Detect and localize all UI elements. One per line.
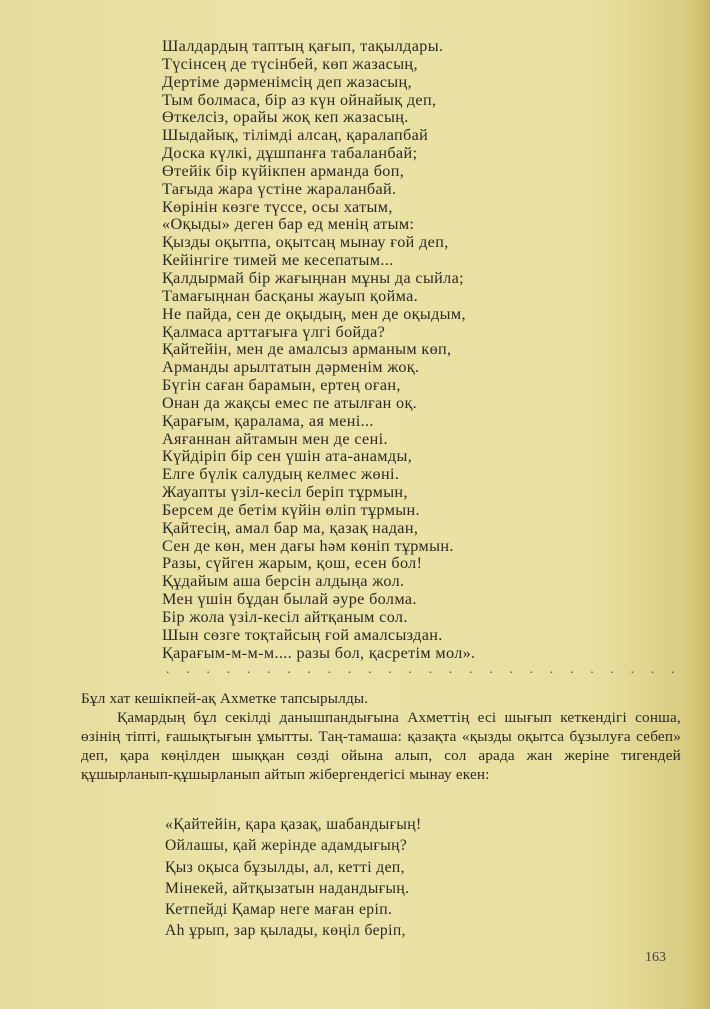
poem-line: Доска күлкі, дұшпанға табаланбай;	[162, 144, 418, 163]
poem-line: Қарағым-м-м-м.... разы бол, қасретім мол».	[162, 643, 476, 662]
poem-line: Қарағым, қаралама, ая мені...	[162, 411, 374, 430]
poem-line: Ойлашы, қай жерінде адамдығың?	[165, 837, 408, 855]
poem-line: Өтейік бір күйікпен арманда боп,	[162, 161, 405, 180]
poem-line: Күйдіріп бір сен үшін ата-анамды,	[162, 447, 413, 466]
poem-line: Қалдырмай бір жағыңнан мұны да сыйла;	[162, 268, 464, 287]
poem-line: Арманды арылтатын дәрменім жоқ.	[162, 358, 420, 377]
poem-line: Аяғаннан айтамын мен де сені.	[162, 429, 388, 448]
poem-ahmet	[165, 814, 422, 942]
poem-line: Не пайда, сен де оқыдың, мен де оқыдым,	[162, 304, 466, 323]
poem-line: Құдайым аша берсін алдыңа жол.	[162, 572, 405, 591]
prose-text	[81, 689, 681, 784]
poem-line: Қызды оқытпа, оқытсаң мынау ғой деп,	[162, 233, 449, 252]
poem-line: Көрінін көзге түссе, осы хатым,	[162, 197, 393, 216]
poem-line: «Қайтейін, қара қазақ, шабандығың!	[165, 816, 422, 833]
ellipsis-divider: . . . . . . . . . . . . . . . . . . . . . . . . . .	[166, 662, 682, 677]
poem-line: Қайтесің, амал бар ма, қазақ надан,	[162, 518, 419, 537]
poem-line: Тағыда жара үстіне жараланбай.	[162, 179, 397, 198]
poem-line: Өткелсіз, орайы жоқ кеп жазасың.	[162, 108, 409, 127]
poem-line: Тым болмаса, бір аз күн ойнайық деп,	[162, 90, 437, 109]
poem-letter	[162, 38, 475, 663]
poem-line: Тамағыңнан басқаны жауып қойма.	[162, 286, 419, 305]
poem-line: Қайтейін, мен де амалсыз арманым көп,	[162, 340, 452, 359]
poem-line: Бір жола үзіл-кесіл айтқаным сол.	[162, 608, 408, 626]
poem-line: Аһ ұрып, зар қылады, көңіл беріп,	[165, 922, 406, 940]
poem-line: Мен үшін бұдан былай әуре болма.	[162, 590, 417, 609]
poem-line: Разы, сүйген жарым, қош, есен бол!	[162, 554, 423, 573]
poem-line: Түсінсең де түсінбей, көп жазасың,	[162, 54, 418, 73]
poem-line: Елге бүлік салудың келмес жөні.	[162, 465, 400, 484]
poem-line: Кетпейді Қамар неге маған еріп.	[165, 901, 393, 919]
poem-line: Мінекей, айтқызатын надандығың.	[165, 879, 410, 897]
poem-line: Шын сөзге тоқтайсың ғой амалсыздан.	[162, 625, 443, 644]
poem-line: «Оқыды» деген бар ед менің атым:	[162, 215, 415, 234]
poem-line: Сен де көн, мен дағы һәм көніп тұрмын.	[162, 536, 454, 555]
paragraph: Қамардың бұл секілді данышпандығына Ахметтің есі шығып кеткендігі соншa, өзінің тіпті, ғашықтығын ұмытты. Таң-тамаша: қазақта «қызды оқытса бұзылуға себеп» деп, қара көңілден шыққан сөзді ойына алып, сол арада жан жеріне тигендей құшырланып-құшырланып айтып жібергендегісі мынау екен:	[81, 709, 681, 783]
poem-line: Кейінгіге тимей ме кесепатым...	[162, 251, 394, 270]
poem-line: Онан да жақсы емес пе атылған оқ.	[162, 393, 418, 412]
poem-line: Дертіме дәрменімсің деп жазасың,	[162, 72, 412, 91]
poem-line: Берсем де бетім күйін өліп тұрмын.	[162, 500, 420, 519]
poem-line: Бүгін саған барамын, ертең оған,	[162, 376, 401, 395]
paragraph: Бұл хат кешікпей-ақ Ахметке тапсырылды.	[81, 690, 369, 707]
poem-line: Шалдардың таптың қағып, тақылдары.	[162, 37, 444, 55]
poem-line: Қалмаса арттағыға үлгі бойда?	[162, 322, 386, 341]
poem-line: Жауапты үзіл-кесіл беріп тұрмын,	[162, 483, 408, 502]
page-number: 163	[645, 950, 666, 965]
poem-line: Шыдайық, тілімді алсаң, қаралапбай	[162, 126, 429, 145]
poem-line: Қыз оқыса бұзылды, ал, кетті деп,	[165, 858, 405, 876]
